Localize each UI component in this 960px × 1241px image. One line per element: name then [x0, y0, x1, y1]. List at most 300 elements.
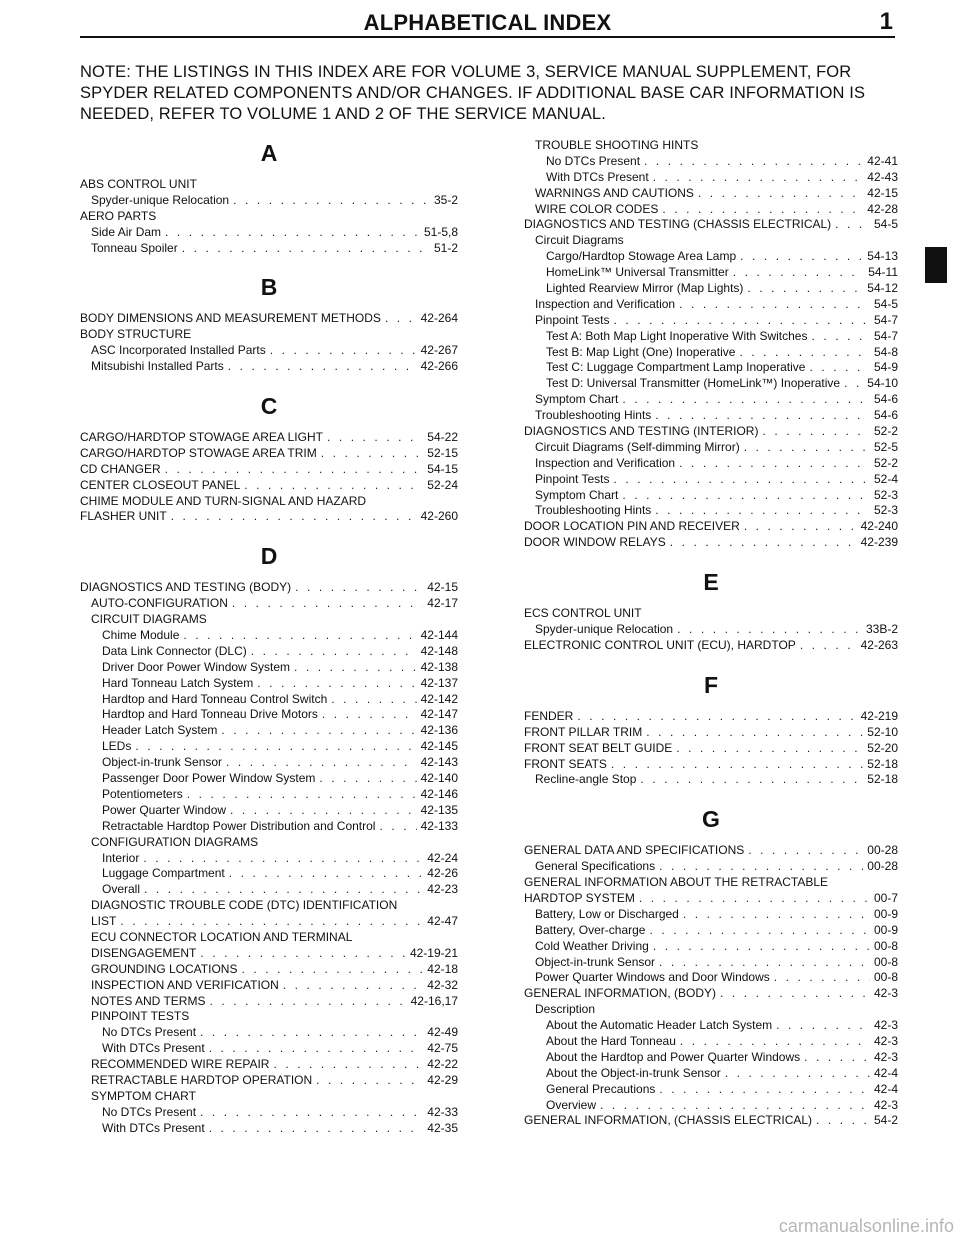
dot-leader — [385, 311, 417, 327]
entry-label: Side Air Dam — [91, 224, 162, 239]
index-entry — [524, 1034, 898, 1050]
entry-page-ref: 52-2 — [873, 455, 898, 470]
dot-leader — [221, 723, 416, 739]
dot-leader — [655, 503, 870, 519]
index-entry — [524, 606, 898, 622]
dot-leader — [321, 446, 424, 462]
dot-leader — [677, 622, 862, 638]
entry-label: Hard Tonneau Latch System — [102, 675, 254, 690]
index-entry — [524, 1082, 898, 1098]
index-entry — [80, 882, 458, 898]
dot-leader — [811, 329, 870, 345]
index-entry — [524, 907, 898, 923]
index-entry — [524, 503, 898, 519]
index-entry — [80, 612, 458, 628]
entry-label: With DTCs Present — [546, 169, 649, 184]
watermark: carmanualsonline.info — [778, 1216, 954, 1236]
entry-page-ref: 42-17 — [427, 596, 458, 611]
index-entry — [524, 859, 898, 875]
entry-label: AUTO-CONFIGURATION — [91, 596, 228, 611]
entry-page-ref: 42-3 — [873, 1097, 898, 1112]
dot-leader — [200, 946, 406, 962]
dot-leader — [135, 739, 416, 755]
entry-page-ref: 51-2 — [433, 240, 458, 255]
dot-leader — [844, 376, 863, 392]
dot-leader — [228, 359, 417, 375]
entry-label: Troubleshooting Hints — [535, 408, 652, 423]
dot-leader — [646, 725, 863, 741]
entry-label: Object-in-trunk Sensor — [535, 954, 656, 969]
entry-label: GROUNDING LOCATIONS — [91, 961, 238, 976]
index-entry — [80, 494, 458, 510]
entry-page-ref: 54-15 — [427, 461, 458, 476]
dot-leader — [183, 628, 416, 644]
entry-page-ref: 42-142 — [420, 691, 458, 706]
index-column-left — [80, 138, 458, 1137]
entry-label: Retractable Hardtop Power Distribution and Control — [102, 818, 376, 833]
entry-page-ref: 52-3 — [873, 487, 898, 502]
entry-label: General Specifications — [535, 859, 656, 874]
index-entry — [80, 343, 458, 359]
entry-page-ref: 42-4 — [873, 1081, 898, 1096]
entry-page-ref: 42-138 — [420, 659, 458, 674]
index-entry — [524, 1018, 898, 1034]
index-entry — [80, 359, 458, 375]
entry-label: Interior — [102, 850, 140, 865]
entry-label: Cold Weather Driving — [535, 938, 649, 953]
entry-label: Test C: Luggage Compartment Lamp Inoperative — [546, 360, 806, 375]
dot-leader — [165, 225, 420, 241]
dot-leader — [670, 535, 857, 551]
index-entry — [524, 217, 898, 233]
entry-page-ref: 42-143 — [420, 755, 458, 770]
entry-page-ref: 42-3 — [873, 1033, 898, 1048]
dot-leader — [230, 803, 417, 819]
index-entry — [80, 707, 458, 723]
entry-label: Driver Door Power Window System — [102, 659, 291, 674]
page-title: ALPHABETICAL INDEX — [363, 10, 612, 35]
dot-leader — [273, 1057, 423, 1073]
entry-page-ref: 54-2 — [873, 1113, 898, 1128]
entry-page-ref: 54-22 — [427, 430, 458, 445]
entry-label: Power Quarter Window — [102, 802, 227, 817]
entry-page-ref: 42-133 — [420, 818, 458, 833]
dot-leader — [622, 488, 870, 504]
entry-page-ref: 52-18 — [867, 756, 898, 771]
index-entry — [80, 1073, 458, 1089]
index-entry — [524, 875, 898, 891]
dot-leader — [748, 843, 863, 859]
entry-label: FRONT PILLAR TRIM — [524, 724, 643, 739]
index-entry — [80, 978, 458, 994]
entry-label: DIAGNOSTICS AND TESTING (CHASSIS ELECTRICAL) — [524, 217, 832, 232]
index-entry — [80, 1121, 458, 1137]
entry-label: PINPOINT TESTS — [91, 1009, 190, 1024]
section-spacer — [80, 375, 458, 391]
index-entry — [80, 723, 458, 739]
index-entry — [524, 233, 898, 249]
entry-label: Potentiometers — [102, 786, 183, 801]
entry-page-ref: 54-5 — [873, 296, 898, 311]
index-entry — [524, 1002, 898, 1018]
entry-page-ref: 42-47 — [427, 914, 458, 929]
index-entry — [80, 596, 458, 612]
dot-leader — [331, 692, 416, 708]
entry-page-ref: 54-6 — [873, 392, 898, 407]
entry-page-ref: 42-41 — [867, 153, 898, 168]
index-entry — [524, 408, 898, 424]
index-entry — [80, 628, 458, 644]
index-entry — [524, 1050, 898, 1066]
dot-leader — [655, 408, 870, 424]
entry-label: Hardtop and Hard Tonneau Control Switch — [102, 691, 328, 706]
dot-leader — [209, 994, 406, 1010]
entry-label: RETRACTABLE HARDTOP OPERATION — [91, 1072, 313, 1087]
index-entry — [524, 202, 898, 218]
dot-leader — [679, 456, 870, 472]
entry-label: Overview — [546, 1097, 597, 1112]
entry-page-ref: 42-260 — [420, 509, 458, 524]
dot-leader — [659, 955, 870, 971]
index-entry — [80, 930, 458, 946]
dot-leader — [209, 1121, 424, 1137]
section-letter: E — [703, 569, 719, 596]
entry-label: Symptom Chart — [535, 487, 619, 502]
entry-label: BODY DIMENSIONS AND MEASUREMENT METHODS — [80, 311, 381, 326]
entry-label: ECS CONTROL UNIT — [524, 606, 642, 621]
section-tab-marker — [925, 247, 947, 283]
dot-leader — [649, 923, 869, 939]
entry-label: FRONT SEAT BELT GUIDE — [524, 740, 673, 755]
entry-page-ref: 42-3 — [873, 1049, 898, 1064]
entry-label: DOOR LOCATION PIN AND RECEIVER — [524, 519, 740, 534]
dot-leader — [379, 819, 416, 835]
entry-page-ref: 42-239 — [860, 535, 898, 550]
entry-label: Cargo/Hardtop Stowage Area Lamp — [546, 249, 737, 264]
entry-page-ref: 42-32 — [427, 977, 458, 992]
entry-page-ref: 00-9 — [873, 922, 898, 937]
entry-page-ref: 54-7 — [873, 328, 898, 343]
entry-label: Circuit Diagrams (Self-dimming Mirror) — [535, 439, 740, 454]
entry-label: LIST — [91, 914, 117, 929]
index-entry — [524, 154, 898, 170]
entry-label: GENERAL INFORMATION, (BODY) — [524, 986, 717, 1001]
entry-page-ref: 42-267 — [420, 343, 458, 358]
entry-label: Luggage Compartment — [102, 866, 225, 881]
entry-label: Troubleshooting Hints — [535, 503, 652, 518]
entry-page-ref: 42-140 — [420, 771, 458, 786]
index-entry — [80, 225, 458, 241]
index-entry — [80, 994, 458, 1010]
dot-leader — [232, 596, 423, 612]
dot-leader — [327, 430, 423, 446]
section-letter: B — [260, 274, 278, 301]
index-entry — [80, 1057, 458, 1073]
index-entry — [80, 1089, 458, 1105]
dot-leader — [251, 644, 417, 660]
index-entry — [524, 488, 898, 504]
index-entry — [80, 462, 458, 478]
index-entry — [80, 177, 458, 193]
entry-label: Power Quarter Windows and Door Windows — [535, 970, 770, 985]
index-entry — [524, 1113, 898, 1129]
index-entry — [80, 914, 458, 930]
entry-page-ref: 52-4 — [873, 471, 898, 486]
entry-label: HARDTOP SYSTEM — [524, 890, 635, 905]
index-entry — [524, 757, 898, 773]
entry-label: SYMPTOM CHART — [91, 1088, 196, 1103]
index-entry — [524, 376, 898, 392]
entry-label: Battery, Over-charge — [535, 922, 646, 937]
entry-label: WARNINGS AND CAUTIONS — [535, 185, 694, 200]
dot-leader — [144, 882, 423, 898]
entry-label: Battery, Low or Discharged — [535, 906, 679, 921]
entry-label: Data Link Connector (DLC) — [102, 643, 247, 658]
entry-page-ref: 33B-2 — [865, 622, 898, 637]
entry-label: With DTCs Present — [102, 1120, 205, 1135]
dot-leader — [659, 1082, 870, 1098]
entry-page-ref: 42-240 — [860, 519, 898, 534]
entry-page-ref: 42-18 — [427, 961, 458, 976]
index-entry — [524, 772, 898, 788]
entry-label: Tonneau Spoiler — [91, 240, 178, 255]
entry-page-ref: 42-15 — [427, 580, 458, 595]
entry-label: FLASHER UNIT — [80, 509, 167, 524]
index-entry — [524, 939, 898, 955]
entry-page-ref: 00-9 — [873, 906, 898, 921]
dot-leader — [762, 424, 870, 440]
index-entry — [524, 424, 898, 440]
entry-page-ref: 42-219 — [860, 708, 898, 723]
dot-leader — [209, 1041, 424, 1057]
index-entry — [80, 962, 458, 978]
entry-label: CONFIGURATION DIAGRAMS — [91, 834, 259, 849]
index-entry — [524, 297, 898, 313]
page-number: 1 — [879, 8, 893, 35]
index-entry — [524, 725, 898, 741]
dot-leader — [270, 343, 417, 359]
dot-leader — [644, 154, 863, 170]
dot-leader — [120, 914, 423, 930]
entry-page-ref: 42-24 — [427, 850, 458, 865]
entry-label: DOOR WINDOW RELAYS — [524, 535, 666, 550]
index-entry — [524, 329, 898, 345]
entry-label: RECOMMENDED WIRE REPAIR — [91, 1057, 270, 1072]
dot-leader — [676, 741, 863, 757]
dot-leader — [747, 281, 863, 297]
entry-label: Object-in-trunk Sensor — [102, 755, 223, 770]
entry-page-ref: 54-12 — [867, 281, 898, 296]
entry-label: Test A: Both Map Light Inoperative With Switches — [546, 328, 808, 343]
index-entry — [524, 138, 898, 154]
entry-label: Lighted Rearview Mirror (Map Lights) — [546, 281, 744, 296]
entry-page-ref: 42-16,17 — [410, 993, 458, 1008]
dot-leader — [244, 478, 423, 494]
dot-leader — [740, 249, 863, 265]
dot-leader — [776, 1018, 870, 1034]
entry-page-ref: 42-23 — [427, 882, 458, 897]
entry-label: No DTCs Present — [102, 1104, 197, 1119]
dot-leader — [294, 660, 417, 676]
entry-page-ref: 42-263 — [860, 637, 898, 652]
entry-label: DIAGNOSTICS AND TESTING (INTERIOR) — [524, 424, 759, 439]
index-entry — [80, 311, 458, 327]
section-letter: G — [702, 806, 720, 833]
dot-leader — [226, 755, 417, 771]
dot-leader — [241, 962, 423, 978]
section-letter: D — [260, 543, 278, 570]
entry-label: Spyder-unique Relocation — [535, 622, 674, 637]
entry-label: Symptom Chart — [535, 392, 619, 407]
entry-label: Header Latch System — [102, 723, 218, 738]
section-spacer — [524, 551, 898, 567]
entry-page-ref: 42-145 — [420, 739, 458, 754]
index-entry — [524, 249, 898, 265]
page-header — [80, 6, 895, 38]
entry-page-ref: 52-18 — [867, 772, 898, 787]
entry-label: Overall — [102, 882, 141, 897]
dot-leader — [283, 978, 423, 994]
index-entry — [524, 535, 898, 551]
entry-page-ref: 51-5,8 — [423, 224, 458, 239]
section-letter: F — [703, 671, 719, 698]
index-column-right — [524, 138, 898, 1129]
index-entry — [524, 923, 898, 939]
entry-label: BODY STRUCTURE — [80, 327, 192, 342]
dot-leader — [816, 1113, 870, 1129]
dot-leader — [257, 676, 416, 692]
index-entry — [524, 741, 898, 757]
entry-page-ref: 00-8 — [873, 954, 898, 969]
entry-label: With DTCs Present — [102, 1041, 205, 1056]
index-entry — [80, 430, 458, 446]
entry-page-ref: 42-35 — [427, 1120, 458, 1135]
index-entry — [524, 392, 898, 408]
index-entry — [80, 478, 458, 494]
entry-label: FENDER — [524, 708, 574, 723]
index-entry — [524, 622, 898, 638]
dot-leader — [143, 851, 423, 867]
entry-label: About the Hard Tonneau — [546, 1033, 676, 1048]
index-entry — [524, 891, 898, 907]
dot-leader — [322, 707, 417, 723]
entry-label: CHIME MODULE AND TURN-SIGNAL AND HAZARD — [80, 493, 367, 508]
entry-label: GENERAL DATA AND SPECIFICATIONS — [524, 843, 745, 858]
entry-page-ref: 42-3 — [873, 1018, 898, 1033]
entry-label: Description — [535, 1002, 596, 1017]
dot-leader — [182, 241, 430, 257]
dot-leader — [659, 859, 863, 875]
section-letter: C — [260, 393, 278, 420]
dot-leader — [680, 1034, 870, 1050]
entry-label: Spyder-unique Relocation — [91, 192, 230, 207]
index-entry — [524, 313, 898, 329]
entry-page-ref: 42-266 — [420, 359, 458, 374]
entry-page-ref: 42-3 — [873, 986, 898, 1001]
dot-leader — [165, 462, 424, 478]
entry-label: GENERAL INFORMATION, (CHASSIS ELECTRICAL) — [524, 1113, 813, 1128]
entry-label: Inspection and Verification — [535, 455, 676, 470]
entry-page-ref: 00-7 — [873, 890, 898, 905]
dot-leader — [744, 519, 857, 535]
dot-leader — [622, 392, 870, 408]
entry-page-ref: 42-19-21 — [409, 945, 458, 960]
entry-label: NOTES AND TERMS — [91, 993, 206, 1008]
index-entry — [80, 1041, 458, 1057]
entry-page-ref: 42-33 — [427, 1104, 458, 1119]
entry-page-ref: 42-148 — [420, 643, 458, 658]
index-entry — [80, 898, 458, 914]
index-entry — [524, 986, 898, 1002]
dot-leader — [233, 193, 430, 209]
entry-label: ECU CONNECTOR LOCATION AND TERMINAL — [91, 929, 353, 944]
index-entry — [524, 170, 898, 186]
dot-leader — [611, 757, 863, 773]
entry-page-ref: 42-146 — [420, 786, 458, 801]
dot-leader — [809, 360, 869, 376]
index-entry — [80, 580, 458, 596]
dot-leader — [229, 866, 424, 882]
index-note: NOTE: THE LISTINGS IN THIS INDEX ARE FOR VOLUME 3, SERVICE MANUAL SUPPLEMENT, FOR SPYDER RELATED COMPONENTS AND/OR CHANGES. IF ADDITIONAL BASE CAR INFORMATION IS NEEDED, REFER TO VOLUME 1 AND 2 OF THE SERVICE MANUAL. — [80, 63, 866, 123]
entry-label: DIAGNOSTIC TROUBLE CODE (DTC) IDENTIFICATION — [91, 898, 398, 913]
entry-page-ref: 00-8 — [873, 970, 898, 985]
dot-leader — [614, 313, 870, 329]
index-entry — [80, 946, 458, 962]
dot-leader — [835, 217, 870, 233]
dot-leader — [295, 580, 423, 596]
entry-label: No DTCs Present — [102, 1025, 197, 1040]
entry-page-ref: 52-10 — [867, 724, 898, 739]
entry-page-ref: 00-28 — [867, 843, 898, 858]
section-spacer — [80, 525, 458, 541]
index-entry — [524, 472, 898, 488]
entry-label: ABS CONTROL UNIT — [80, 177, 197, 191]
index-entry — [524, 360, 898, 376]
entry-label: Inspection and Verification — [535, 296, 676, 311]
entry-page-ref: 54-5 — [873, 217, 898, 232]
dot-leader — [614, 472, 870, 488]
index-entry — [524, 970, 898, 986]
dot-leader — [200, 1105, 423, 1121]
entry-label: FRONT SEATS — [524, 756, 607, 771]
dot-leader — [316, 1073, 423, 1089]
entry-page-ref: 42-28 — [867, 201, 898, 216]
entry-label: About the Automatic Header Latch System — [546, 1018, 773, 1033]
entry-page-ref: 54-11 — [868, 265, 898, 280]
entry-label: CARGO/HARDTOP STOWAGE AREA LIGHT — [80, 430, 323, 445]
index-entry — [80, 835, 458, 851]
entry-label: Chime Module — [102, 628, 180, 643]
entry-page-ref: 54-9 — [873, 360, 898, 375]
entry-label: Pinpoint Tests — [535, 471, 610, 486]
dot-leader — [577, 709, 856, 725]
section-spacer — [524, 654, 898, 670]
index-entry — [524, 955, 898, 971]
entry-page-ref: 42-4 — [873, 1065, 898, 1080]
index-entry — [524, 1066, 898, 1082]
index-entry — [80, 692, 458, 708]
index-entry — [80, 739, 458, 755]
dot-leader — [662, 202, 863, 218]
entry-label: CD CHANGER — [80, 461, 161, 476]
index-entry — [80, 676, 458, 692]
entry-label: LEDs — [102, 739, 132, 754]
index-entry — [80, 787, 458, 803]
index-entry — [524, 456, 898, 472]
index-entry — [80, 1009, 458, 1025]
entry-page-ref: 42-264 — [420, 311, 458, 326]
entry-label: WIRE COLOR CODES — [535, 201, 659, 216]
